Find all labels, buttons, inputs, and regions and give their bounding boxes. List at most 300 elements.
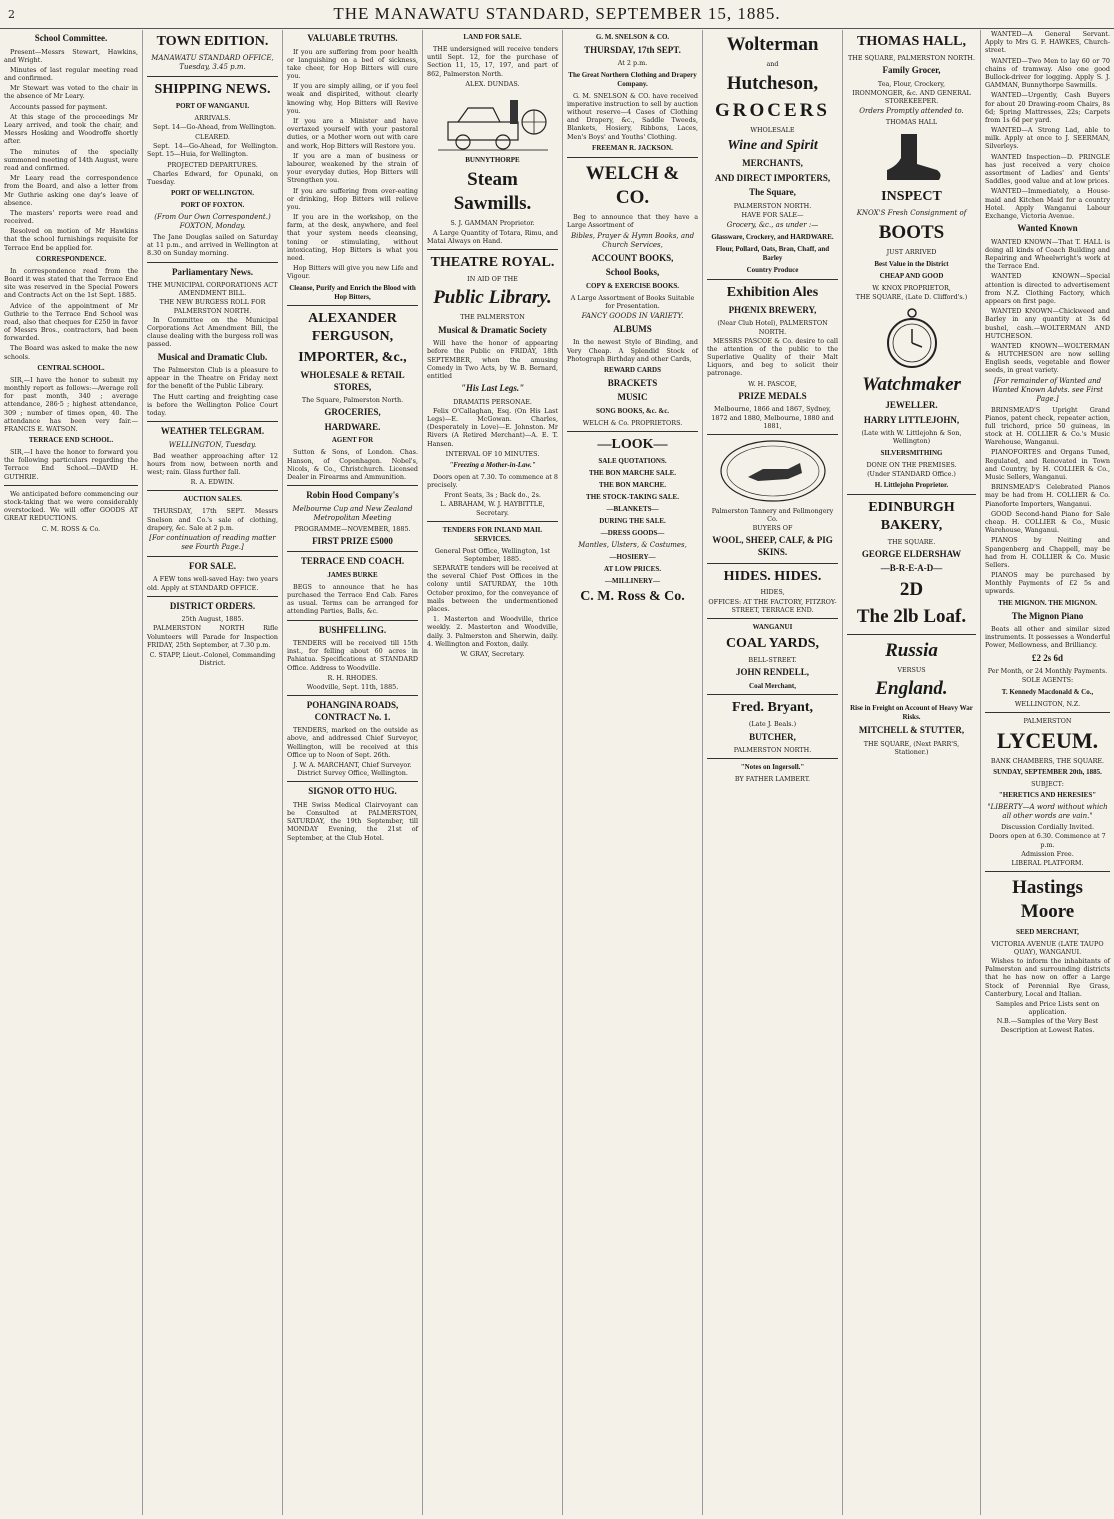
subject-label: SUBJECT: (1031, 780, 1064, 789)
and-word: and (766, 60, 779, 69)
fancy-goods: FANCY GOODS IN VARIETY. (581, 311, 684, 320)
george-eldershaw: GEORGE ELDERSHAW (861, 548, 962, 559)
ticket-prices: Front Seats, 3s ; Back do., 2s. (444, 491, 541, 500)
bon-marche-sale: THE BON MARCHE SALE. (588, 468, 677, 477)
account-books: ACCOUNT BOOKS, (591, 252, 674, 263)
wine-spirit: Wine and Spirit (727, 138, 818, 154)
harry-littlejohn: HARRY LITTLEJOHN, (863, 414, 960, 425)
column-valuable-truths (283, 30, 423, 1515)
welch-body: Beg to announce that they have a Large Assortment of (567, 213, 698, 230)
dramatic-society: Musical & Dramatic Society (438, 324, 547, 335)
cleared-items: Sept. 14—Go-Ahead, for Wellington. Sept. 15—Huia, for Wellington. (147, 142, 278, 159)
square-line: The Square, Palmerston North. (301, 396, 404, 405)
divider (147, 421, 278, 422)
first-prize: FIRST PRIZE £5000 (312, 535, 393, 546)
gamman-body: A Large Quantity of Totara, Rimu, and Matai Always on Hand. (427, 228, 558, 245)
inland-mail-heading: TENDERS FOR INLAND MAIL SERVICES. (442, 525, 543, 543)
two-pence: 2D (899, 578, 924, 600)
notes-author: BY FATHER LAMBERT. (734, 775, 811, 784)
parliamentary-heading: Parliamentary News. (172, 266, 253, 277)
stocktaking-sale: THE STOCK-TAKING SALE. (586, 492, 679, 501)
continuation-note: [For continuation of reading matter see Fourth Page.] (149, 533, 276, 551)
pascoe-body: MESSRS PASCOE & Co. desire to call the attention of the public to the Superlative Quality of their Malt Liquors, and beg to solicit their patronage. (707, 336, 838, 378)
welch-heading: WELCH & CO. (585, 162, 680, 208)
divider (147, 490, 278, 491)
mignon-piano: The Mignon Piano (1011, 610, 1084, 621)
divider (287, 485, 418, 486)
known-ad: WANTED KNOWN—Special attention is directed to advertisement from N.Z. Clothing Factory, which appears on first page. (985, 272, 1110, 305)
cheap-good: CHEAP AND GOOD (879, 271, 944, 280)
flour-line: Flour, Pollard, Oats, Bran, Chaff, and Barley (715, 245, 830, 262)
for-sale-heading: FOR SALE. (188, 560, 236, 571)
correspondence-heading: CORRESPONDENCE. (35, 254, 107, 263)
known-ad: WANTED KNOWN—Chickweed and Barley in any quantity at 3s 6d bushel, cash.—WOLTERMAN AND HUTCHESON. (985, 307, 1110, 340)
piano-ad: BRINSMEAD'S Upright Grand Pianos, patent check, repeater action, full trichord, price 50 guineas, in stock at H. COLLIER & Co.'s Music Warehouse, Wanganui. (985, 405, 1110, 447)
column-school-committee (0, 30, 143, 1515)
wanted-ad: WANTED—A Strong Lad, able to milk. Apply at once to J. SEERMAN, Silverleys. (985, 126, 1110, 151)
pohangina-sign: J. W. A. MARCHANT, Chief Surveyor. District Survey Office, Wellington. (293, 760, 412, 778)
kennedy-sub: WELLINGTON, N.Z. (1014, 699, 1081, 708)
lyceum-date: SUNDAY, SEPTEMBER 20th, 1885. (993, 768, 1102, 777)
prize-medals: PRIZE MEDALS (738, 390, 807, 401)
auction-heading: AUCTION SALES. (183, 495, 242, 504)
divider (847, 634, 976, 635)
pocket-watch-icon (882, 305, 942, 369)
divider (287, 695, 418, 696)
melbourne-cup: Melbourne Cup and New Zealand Metropolitan Meeting (292, 504, 413, 522)
district-body: PALMERSTON NORTH Rifle Volunteers will Parade for Inspection FRIDAY, 25th September, at 7.30 p.m. (147, 624, 278, 649)
column-wanted (981, 30, 1114, 1515)
bread-banner: —B-R-E-A-D— (880, 563, 943, 574)
presentation-books: A Large Assortment of Books Suitable for Presentation. (570, 293, 695, 310)
reward-cards: REWARD CARDS (604, 365, 661, 374)
divider (707, 563, 838, 564)
school-committee-heading: School Committee. (34, 33, 108, 43)
divider (147, 556, 278, 557)
arrivals-label: ARRIVALS. (194, 113, 231, 122)
direct-importers: AND DIRECT IMPORTERS, (714, 172, 831, 183)
seed-merchant: SEED MERCHANT, (1016, 927, 1079, 936)
column-town-edition (143, 30, 283, 1515)
divider (287, 781, 418, 782)
land-sign: ALEX. DUNDAS. (465, 79, 520, 88)
grocery-line: Grocery, &c., as under :— (726, 221, 819, 230)
bushfelling-date: Woodville, Sept. 11th, 1885. (306, 682, 399, 691)
divider (847, 494, 976, 495)
mignon-body: Beats all other and similar sized instruments. It possesses a Wonderful Power, Mellowness, and Brilliancy. (985, 625, 1110, 650)
divider (147, 262, 278, 263)
divider (4, 485, 138, 486)
fred-sub: (Late J. Beals.) (748, 720, 797, 729)
wool-skins: WOOL, SHEEP, CALF, & PIG SKINS. (712, 535, 833, 557)
just-arrived: JUST ARRIVED (886, 248, 937, 257)
brackets: BRACKETS (607, 377, 658, 388)
body-para: Present—Messrs Stewart, Hawkins, and Wright. (4, 47, 138, 64)
divider (287, 551, 418, 552)
dramatis-personae: DRAMATIS PERSONAE. (453, 397, 532, 406)
district-date: 25th August, 1885. (181, 615, 244, 624)
copy-books: COPY & EXERCISE BOOKS. (585, 281, 680, 290)
inland-mail-sign: W. GRAY, Secretary. (460, 649, 525, 658)
town-edition-sub: MANAWATU STANDARD OFFICE, Tuesday, 3.45 p.m. (151, 53, 274, 71)
stock-notice: We anticipated before commencing our stock-taking that we were considerably overstocked. We will offer GOODS AT GREAT REDUCTIONS. (4, 489, 138, 523)
gamman-proprietor: S. J. GAMMAN Proprietor. (450, 219, 535, 228)
piano-ad: BRINSMEAD'S Celebrated Pianos may be had from H. COLLIER & Co. Pianoforte Importers, Wanganui. (985, 483, 1110, 508)
fred-bryant: Fred. Bryant, (731, 700, 813, 716)
projected-items: Charles Edward, for Opunaki, on Tuesday. (147, 169, 278, 186)
victoria-avenue: VICTORIA AVENUE (LATE TAUPO QUAY), WANGANUI. (991, 939, 1104, 956)
wanted-ad: WANTED—Immediately, a House-maid and Kitchen Maid for a country Hotel. Apply Wanganui Labour Exchange, Victoria Avenue. (985, 187, 1110, 220)
bushfelling-body: TENDERS will be received till 15th inst., for felling about 60 acres in Pahiatua. Specifications at STANDARD Office. Address to Woodville. (287, 639, 418, 672)
have-for-sale: HAVE FOR SALE— (741, 210, 804, 219)
at-two: At 2 p.m. (617, 59, 648, 68)
school-books: School Books, (605, 267, 660, 278)
done-premises: DONE ON THE PREMISES. (866, 460, 957, 469)
bushfelling-heading: BUSHFELLING. (318, 624, 387, 635)
music: MUSIC (617, 392, 648, 403)
inland-mail-body: SEPARATE tenders will be received at the several Chief Post Offices in the colony until SATURDAY, the 10th October proximo, for the conveyance of mails between the undermentioned places. (427, 564, 558, 614)
the-square: The Square, (749, 187, 796, 198)
masthead (0, 0, 1114, 29)
phoenix-brewery: PHŒNIX BREWERY, (728, 304, 817, 315)
divider (287, 305, 418, 306)
society-body: Will have the honor of appearing before the Public on FRIDAY, 18th SEPTEMBER, when the amusing Comedy in Two Acts, by W. B. Bernard, entitled (427, 339, 558, 380)
wanted-ad: WANTED—A General Servant. Apply to Mrs G. F. HAWKES, Church-street. (985, 30, 1110, 55)
mignon-price-sub: Per Month, or 24 Monthly Payments. (987, 667, 1108, 676)
tickets-sign: L. ABRAHAM, W. J. HAYBITTLE, Secretary. (440, 500, 545, 517)
foxton-sub: (From Our Own Correspondent.) FOXTON, Monday. (154, 213, 271, 231)
wanted-ad: WANTED—Urgently, Cash Buyers for about 20 Drawing-room Chairs, 8s 6d; Spring Mattresses, 22s; Carpets from 1s 6d per yard. (985, 91, 1110, 124)
james-burke: JAMES BURKE (327, 570, 378, 579)
coach-body: BEGS to announce that he has purchased the Terrace End Cab. Fares as usual. Terms can be arranged for attending Parties, Balls, &c. (287, 582, 418, 616)
district-sign: C. STAPP, Lieut.-Colonel, Commanding District. (149, 651, 276, 668)
his-last-legs: "His Last Legs." (460, 383, 525, 394)
divider (147, 76, 278, 77)
albums: ALBUMS (613, 323, 652, 334)
tannery-stamp-icon (718, 439, 828, 503)
silversmithing: SILVERSMITHING (880, 448, 943, 457)
coal-merchant: Coal Merchant, (749, 681, 796, 690)
port-wellington: PORT OF WELLINGTON. (171, 189, 254, 198)
watchmaker: Watchmaker (862, 373, 961, 395)
burgess-roll: THE NEW BURGESS ROLL FOR PALMERSTON NORTH. (159, 298, 266, 315)
in-aid-of: IN AID OF THE (467, 274, 518, 283)
port-wanganui: PORT OF WANGANUI. (175, 101, 250, 110)
terrace-end-report: SIR,—I have the honor to forward you the following particulars regarding the Terrace End School.—DAVID H. GUTHRIE. (4, 448, 138, 481)
divider (707, 618, 838, 619)
divider (707, 434, 838, 435)
musical-club-body: The Palmerston Club is a pleasure to appear in the Theatre on Friday next for the benefit of the Public Library. (147, 366, 278, 391)
freeman-jackson: FREEMAN R. JACKSON. (592, 143, 673, 152)
during-sale: DURING THE SALE. (599, 516, 666, 525)
divider (427, 249, 558, 250)
rise-in-freight: Rise in Freight on Account of Heavy War Risks. (850, 704, 973, 722)
look-banner: —LOOK— (597, 437, 668, 453)
port-foxton: PORT OF FOXTON. (180, 201, 245, 210)
boot-icon (877, 130, 947, 184)
butcher: BUTCHER, (749, 731, 796, 742)
photo-body: In the newest Style of Binding, and Very Cheap. A Splendid Stock of Photograph Birthday and other Cards, (567, 338, 698, 363)
terrace-end-heading: TERRACE END SCHOOL. (28, 436, 114, 445)
weather-heading: WEATHER TELEGRAM. (160, 426, 265, 437)
millinery: —MILLINERY— (605, 576, 660, 585)
body-para: At this stage of the proceedings Mr Leary arrived, and took the chair, and Messrs Hosking and Woodroffe shortly after. (4, 112, 138, 146)
coal-yards: COAL YARDS, (725, 635, 820, 651)
weather-sign: R. A. EDWIN. (190, 478, 235, 487)
liberal-platform: LIBERAL PLATFORM. (1011, 858, 1084, 867)
wanganui: WANGANUI (752, 622, 793, 631)
wholesale-line: WHOLESALE (750, 126, 795, 135)
notes-ingersoll: "Notes on Ingersoll." (740, 763, 805, 772)
seed-body: Wishes to inform the inhabitants of Palmerston and surrounding districts that he has now on offer a Large Stock of Perennial Rye Grass, Canterbury, Local and Italian. (985, 957, 1110, 998)
body-para: The Board was asked to make the new schools. (4, 344, 138, 361)
known-ad: WANTED KNOWN—WOLTERMAN & HUTCHESON are now selling English seeds, vegetable and flower seeds, in great variety. (985, 341, 1110, 375)
body-para: Minutes of last regular meeting read and confirmed. (4, 65, 138, 83)
auction-body: THURSDAY, 17th SEPT. Messrs Snelson and Co.'s sale of clothing, drapery, &c. Sale at 2 p.m. (147, 507, 278, 532)
programme: PROGRAMME—NOVEMBER, 1885. (294, 524, 411, 533)
divider (707, 694, 838, 695)
littlejohn-proprietor: H. Littlejohn Proprietor. (874, 481, 949, 489)
low-prices: AT LOW PRICES. (604, 564, 661, 573)
remainder-note: [For remainder of Wanted and Wanted Known Advts. see First Page.] (992, 376, 1103, 403)
shipping-heading: SHIPPING NEWS. (154, 81, 271, 97)
grocers: GROCERS (715, 99, 830, 121)
for-sale-body: A FEW tons well-saved Hay: two years old. Apply at STANDARD OFFICE. (147, 575, 278, 592)
snelson-body: G. M. SNELSON & CO. have received imperative instruction to sell by auction without reserve—4 Cases of Clothing and Drapery, &c., Saddle Tweeds, Blankets, Hosiery, Ribbons, Laces, Men's Boys' and Youths' Clothing. (567, 91, 698, 141)
mantles: Mantles, Ulsters, & Costumes, (578, 540, 687, 549)
stock-notice-sign: C. M. ROSS & Co. (41, 524, 101, 533)
the-palmerston: THE PALMERSTON (460, 313, 525, 322)
column-theatre (423, 30, 563, 1515)
public-library: Public Library. (433, 287, 552, 309)
body-para: Mr Stewart was voted to the chair in the absence of Mr Leary. (4, 84, 138, 101)
importer-line: IMPORTER, &c., (298, 350, 407, 366)
musical-club-heading: Musical and Dramatic Club. (157, 351, 268, 362)
hosiery: —HOSIERY— (609, 552, 656, 561)
nb-note: N.B.—Samples of the Very Best Description at Lowest Rates. (996, 1017, 1099, 1034)
lyceum: LYCEUM. (996, 727, 1099, 753)
mignon-heading: THE MIGNON. THE MIGNON. (998, 598, 1097, 607)
wanted-ad: WANTED—Two Men to lay 60 or 70 chains of tramway. Also one good Bullock-driver for logging. Apply S. J. GAMMAN, Bunnythorpe Sawmills. (985, 56, 1110, 90)
discussion: Discussion Cordially Invited. (1001, 823, 1094, 832)
edinburgh-bakery: EDINBURGH BAKERY, (868, 499, 955, 533)
family-body: Tea, Flour, Crockery, (877, 79, 946, 88)
bibles: Bibles, Prayer & Hymn Books, and Church Services, (570, 231, 695, 249)
truth-item: Hop Bitters will give you new Life and Vigour. (287, 264, 418, 281)
mitchell-stutter: MITCHELL & STUTTER, (858, 725, 965, 736)
columns (0, 30, 1114, 1515)
inland-mail-sub: General Post Office, Wellington, 1st September, 1885. (434, 546, 551, 563)
boots: BOOTS (878, 222, 945, 244)
body-para: In correspondence read from the Board it was stated that the Terrace End site was reserved in the Special Powers and Contracts Act on the 1st Sept. 1885. (4, 266, 138, 300)
projected-label: PROJECTED DEPARTURES. (167, 160, 258, 169)
russia: Russia (885, 639, 938, 661)
country-produce: Country Produce (746, 265, 799, 274)
thursday-line: THURSDAY, 17th SEPT. (584, 44, 681, 55)
bunnythorpe: BUNNYTHORPE (465, 155, 520, 164)
family-grocer: Family Grocer, (882, 65, 941, 76)
palmerston-north: PALMERSTON NORTH. (733, 201, 812, 210)
hardware-line: HARDWARE. (324, 421, 381, 432)
mitchell-sub: THE SQUARE, (Next PARR'S, Stationer.) (863, 739, 960, 757)
groceries-line: GROCERIES, (324, 407, 381, 418)
england: England. (875, 678, 948, 700)
lyceum-sub: BANK CHAMBERS, THE SQUARE. (990, 757, 1105, 766)
foxton-body: The Jane Douglas sailed on Saturday at 11 p.m., and arrived in Wellington at 8.30 on Sunday morning. (147, 232, 278, 258)
town-edition-heading: TOWN EDITION. (156, 34, 269, 49)
hutcheson: Hutcheson, (726, 72, 819, 94)
signor-heading: SIGNOR OTTO HUG. (308, 786, 397, 797)
column-thomas-hall (843, 30, 981, 1515)
burgess-body: In Committee on the Municipal Corporations Act Amendment Bill, the clause dealing with the burgess roll was passed. (147, 315, 278, 349)
divider (567, 157, 698, 158)
under-standard: (Under STANDARD Office.) (867, 469, 956, 478)
lyceum-doors: Doors open at 6.30. Commence at 7 p.m. (989, 832, 1106, 849)
divider (985, 712, 1110, 713)
central-school-report: SIR,—I have the honor to submit my monthly report as follows:—Average roll for past month, 340 ; average attendance, 286·5 ; highest attendance, 309 ; number of times open, 40. The attendance has been very fair.—FRANCIS E. WATSON. (4, 375, 138, 433)
knox-sign: W. KNOX PROPRIETOR, (872, 283, 951, 292)
hides-body: HIDES, (760, 588, 785, 597)
square-late: THE SQUARE, (Late D. Clifford's.) (855, 292, 968, 301)
theatre-royal: THEATRE ROYAL. (430, 255, 555, 271)
wolterman: Wolterman (726, 34, 819, 55)
knox-consignment: KNOX'S Fresh Consignment of (856, 209, 967, 218)
two-lb-loaf: The 2lb Loaf. (856, 606, 967, 628)
thomas-sign: THOMAS HALL (885, 118, 938, 127)
buyers-of: BUYERS OF (752, 524, 793, 533)
terrace-coach-heading: TERRACE END COACH. (300, 556, 405, 567)
truth-item: If you are in the workshop, on the farm, at the desk, anywhere, and feel that your system needs cleansing, toning or stimulating, without intoxicating, Hop Bitters is what you need. (287, 213, 418, 263)
body-para: Accounts passed for payment. (10, 102, 108, 111)
truth-item: If you are simply ailing, or if you feel weak and dispirited, without clearly knowing why, Hop Bitters will Revive you. (287, 82, 418, 115)
characters: Felix O'Callaghan, Esq. (On His Last Legs)—E. McGowan. Charles, (Desperately in Love)—E. Johnston. Mr Rivers (A Retired Merchant)—A. E. T. Hansen. (427, 406, 558, 448)
tannery-offices: OFFICES: AT THE FACTORY, FITZROY-STREET, TERRACE END. (708, 597, 837, 614)
arrivals-items: Sept. 14—Go-Ahead, from Wellington. (153, 122, 277, 131)
body-para: The minutes of the specially summoned meeting of 14th August, were read and confirmed. (4, 147, 138, 172)
pohangina-body: TENDERS, marked on the outside as above, and addressed Chief Surveyor, Wellington, will be received at this Office up to Noon of Sept. 26th. (287, 726, 418, 759)
known-ad: WANTED KNOWN—That T. HALL is doing all kinds of Coach Building and Repairing and Wheelwright's work at the Terrace End. (985, 237, 1110, 271)
tannery-name: Palmerston Tannery and Fellmongery Co. (711, 506, 834, 524)
divider (287, 620, 418, 621)
land-body: THE undersigned will receive tenders until Sept. 12, for the purchase of Section 11, 15, 17, 197, and part of 862, Palmerston North. (427, 44, 558, 78)
hastings-moore: Hastings Moore (1012, 877, 1083, 923)
orders-attended: Orders Promptly attended to. (859, 107, 964, 116)
truth-item: If you are suffering from over-eating or drinking, Hop Bitters will relieve you. (287, 186, 418, 211)
divider (147, 596, 278, 597)
cleared-label: CLEARED. (195, 133, 230, 142)
truth-item: If you are a Minister and have overtaxed yourself with your pastoral duties, or a Mother worn out with care and work, Hop Bitters will Restore you. (287, 117, 418, 150)
blankets: —BLANKETS— (606, 504, 659, 513)
cleanse-line: Cleanse, Purify and Enrich the Blood with Hop Bitters, (289, 283, 416, 301)
clothing-company: The Great Northern Clothing and Drapery Company. (568, 70, 697, 88)
piano-ad: PIANOFORTES and Organs Tuned, Regulated, and Renovated in Town and Country, by H. COLLIER & Co., Music Sellers, Wanganui. (985, 448, 1110, 481)
inspect: INSPECT (881, 189, 942, 205)
phoenix-sub: (Near Club Hotel), PALMERSTON NORTH. (717, 319, 828, 336)
valuable-truths-heading: VALUABLE TRUTHS. (307, 33, 398, 43)
agent-line: AGENT FOR (331, 436, 374, 445)
pascoe-sign: W. H. PASCOE, (748, 379, 797, 388)
dress-goods: —DRESS GOODS— (600, 528, 665, 537)
column-wolterman (703, 30, 843, 1515)
heretics: "HERETICS AND HERESIES" (998, 791, 1097, 800)
wanted-known-heading: Wanted Known (1017, 223, 1078, 234)
piano-ad: GOOD Second-hand Piano for Sale cheap. H. COLLIER & Co., Music Warehouse, Wanganui. (985, 509, 1110, 535)
parliamentary-sub: THE MUNICIPAL CORPORATIONS ACT AMENDMENT BILL. (147, 281, 278, 298)
bon-marche: THE BON MARCHE. (598, 480, 667, 489)
body-para: Advice of the appointment of Mr Guthrie to the Terrace End School was read, also that cheques for £250 in favor of Messrs Bros., contractors, had been forwarded. (4, 301, 138, 343)
central-school-heading: CENTRAL SCHOOL. (37, 363, 105, 372)
divider (707, 758, 838, 759)
merchants: MERCHANTS, (742, 158, 803, 169)
newspaper-title: THE MANAWATU STANDARD, SEPTEMBER 15, 1885. (333, 4, 781, 23)
interval: INTERVAL OF 10 MINUTES. (445, 449, 540, 458)
truth-item: If you are suffering from poor health or languishing on a bed of sickness, take cheer, for Hop Bitters will cure you. (287, 47, 418, 81)
bell-street: BELL-STREET. (748, 655, 797, 664)
welch-sign: WELCH & Co. PROPRIETORS. (582, 418, 683, 427)
piano-ad: PIANOS by Neiting and Spangenberg and Chappell, may be had from H. COLLIER & Co. Music Sellers. (985, 536, 1110, 569)
best-value: Best Value in the District (874, 259, 949, 268)
divider (427, 521, 558, 522)
medal-years: Melbourne, 1866 and 1867, Sydney, 1872 and 1880, Melbourne, 1880 and 1881, (711, 405, 834, 430)
land-for-sale-heading: LAND FOR SALE. (463, 33, 522, 41)
lyceum-town: PALMERSTON (1023, 716, 1072, 725)
weather-body: Bad weather approaching after 12 hours from now, between north and west; rain. Glass further fall. (147, 451, 278, 477)
doors-open: Doors open at 7.30. To commence at 8 precisely. (427, 472, 558, 490)
wholesale-line: WHOLESALE & RETAIL STORES, (300, 370, 405, 392)
alexander-ferguson: ALEXANDER FERGUSON, (308, 311, 397, 345)
column-auction-welch (563, 30, 703, 1515)
admission: Admission Free. (1021, 849, 1074, 858)
divider (985, 871, 1110, 872)
divider (707, 279, 838, 280)
body-para: Mr Leary read the correspondence from the Board, and also a letter from Mr Guthrie asking one day's leave of absence. (4, 174, 138, 207)
song-books: SONG BOOKS, &c. &c. (595, 406, 670, 415)
kennedy-macdonald: T. Kennedy Macdonald & Co., (1001, 687, 1094, 696)
ironmonger: IRONMONGER, &c. AND GENERAL STOREKEEPER. (852, 88, 971, 105)
exhibition-ales: Exhibition Ales (726, 284, 819, 300)
district-orders-heading: DISTRICT ORDERS. (169, 600, 256, 611)
divider (567, 431, 698, 432)
john-rendell: JOHN RENDELL, (735, 667, 809, 678)
wanted-ad: WANTED Inspection—D. PRINGLE has just received a very choice assortment of Ladies' and Gents' Saddles, good value and at low prices. (985, 152, 1110, 186)
fred-palmerston: PALMERSTON NORTH. (733, 746, 812, 755)
body-para: Resolved on motion of Mr Hawkins that the school furnishings requisite for Terrace End be applied for. (4, 227, 138, 252)
agent-body: Sutton & Sons, of London. Chas. Hanson, of Copenhagen. Nobel's, Nicols, & Co., Christchurch. Licensed Dealer in Firearms and Ammunition. (287, 448, 418, 481)
thomas-hall: THOMAS HALL, (857, 34, 966, 49)
samples: Samples and Price Lists sent on application. (995, 1000, 1100, 1017)
jeweller: JEWELLER. (885, 400, 938, 411)
page-number: 2 (8, 8, 15, 21)
liberty-quote: "LIBERTY—A word without which all other words are vain." (987, 803, 1108, 821)
steam-sawmills: Steam Sawmills. (453, 168, 532, 215)
harry-sub: (Late with W. Littlejohn & Son, Wellington) (861, 429, 962, 446)
bushfelling-sign: R. H. RHODES. (327, 673, 378, 682)
mignon-price: £2 2s 6d (1031, 652, 1063, 663)
snelson-heading: G. M. SNELSON & CO. (595, 33, 670, 41)
robin-hood: Robin Hood Company's (306, 490, 399, 501)
mail-routes: 1. Masterton and Woodville, thrice weekly. 2. Masterton and Woodville, daily. 3. Palmerston and Sherwin, daily. 4. Wellington and Foxton, daily. (427, 615, 558, 648)
glassware-line: Glassware, Crockery, and HARDWARE. (711, 233, 834, 242)
hides-heading: HIDES. HIDES. (723, 568, 822, 584)
the-square: THE SQUARE. (887, 537, 936, 546)
weather-sub: WELLINGTON, Tuesday. (168, 440, 257, 449)
ross-company: C. M. Ross & Co. (580, 589, 685, 605)
piano-ad: PIANOS may be purchased by Monthly Payments of £2 5s and upwards. (985, 571, 1110, 596)
sole-agents: SOLE AGENTS: (1021, 676, 1074, 685)
thomas-sub: THE SQUARE, PALMERSTON NORTH. (848, 53, 975, 62)
body-para: The masters' reports were read and received. (4, 208, 138, 226)
pohangina-heading: POHANGINA ROADS, CONTRACT No. 1. (306, 700, 399, 722)
